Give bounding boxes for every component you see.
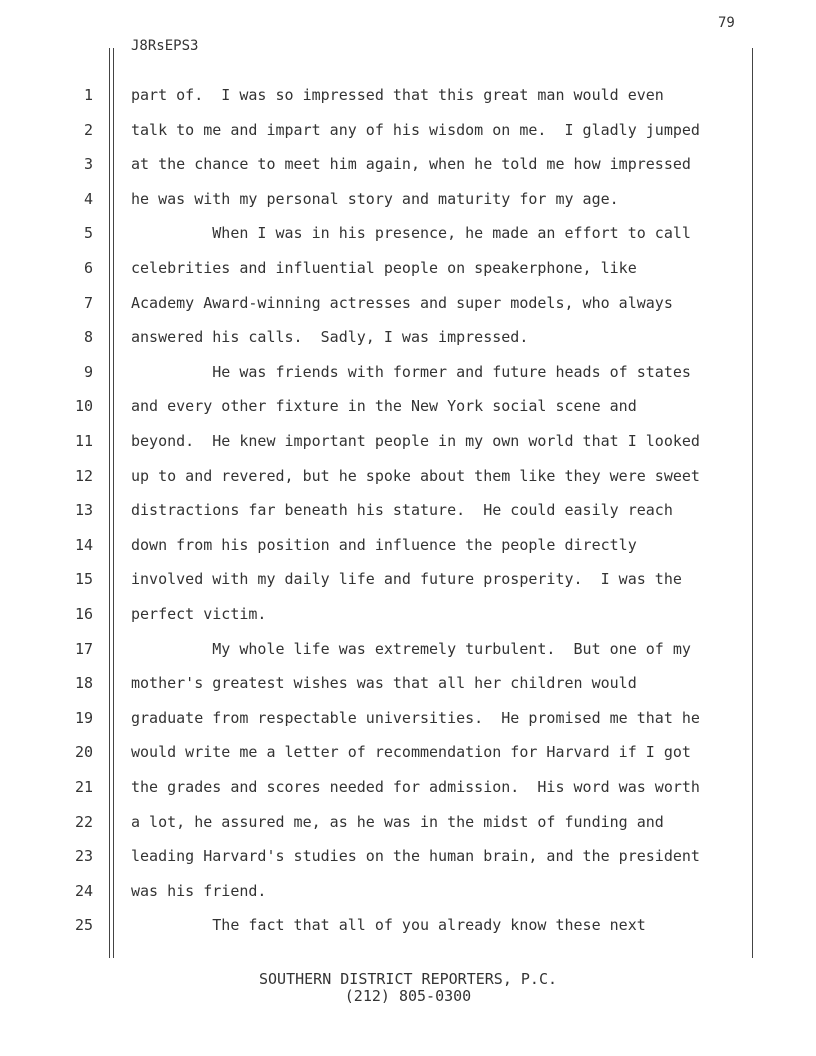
transcript-line: perfect victim.	[131, 605, 267, 623]
line-number: 22	[74, 813, 93, 831]
line-number: 19	[74, 709, 93, 727]
line-number: 7	[83, 294, 93, 312]
case-id: J8RsEPS3	[131, 38, 199, 54]
transcript-line: mother's greatest wishes was that all her children would	[131, 674, 637, 692]
line-number: 14	[74, 536, 93, 554]
transcript-line: up to and revered, but he spoke about them like they were sweet	[131, 467, 700, 485]
line-number: 4	[83, 190, 93, 208]
transcript-line: involved with my daily life and future prosperity. I was the	[131, 570, 682, 588]
transcript-line: at the chance to meet him again, when he told me how impressed	[131, 155, 691, 173]
line-number: 6	[83, 259, 93, 277]
transcript-line: He was friends with former and future heads of states	[131, 363, 691, 381]
transcript-line: down from his position and influence the people directly	[131, 536, 637, 554]
line-number: 11	[74, 432, 93, 450]
line-number: 15	[74, 570, 93, 588]
transcript-line: celebrities and influential people on speakerphone, like	[131, 259, 637, 277]
transcript-line: answered his calls. Sadly, I was impressed.	[131, 328, 529, 346]
line-number: 23	[74, 847, 93, 865]
transcript-line: was his friend.	[131, 882, 267, 900]
line-number: 16	[74, 605, 93, 623]
line-number: 13	[74, 501, 93, 519]
transcript-line: graduate from respectable universities. He promised me that he	[131, 709, 700, 727]
transcript-line: leading Harvard's studies on the human brain, and the president	[131, 847, 700, 865]
transcript-line: beyond. He knew important people in my own world that I looked	[131, 432, 700, 450]
footer-reporter: SOUTHERN DISTRICT REPORTERS, P.C.	[258, 970, 557, 988]
line-number: 25	[74, 916, 93, 934]
line-number: 18	[74, 674, 93, 692]
line-number: 17	[74, 640, 93, 658]
page-number: 79	[718, 15, 735, 31]
transcript-line: When I was in his presence, he made an effort to call	[131, 224, 691, 242]
line-number: 9	[83, 363, 93, 381]
footer-phone: (212) 805-0300	[344, 987, 472, 1005]
transcript-line: and every other fixture in the New York social scene and	[131, 397, 637, 415]
line-number: 3	[83, 155, 93, 173]
transcript-line: Academy Award-winning actresses and super models, who always	[131, 294, 673, 312]
line-number: 20	[74, 743, 93, 761]
left-margin-rule-outer	[109, 48, 110, 958]
transcript-line: a lot, he assured me, as he was in the midst of funding and	[131, 813, 664, 831]
line-number: 12	[74, 467, 93, 485]
left-margin-rule-inner	[113, 48, 114, 958]
transcript-line: part of. I was so impressed that this great man would even	[131, 86, 664, 104]
transcript-line: the grades and scores needed for admission. His word was worth	[131, 778, 700, 796]
line-number: 5	[83, 224, 93, 242]
line-number: 1	[83, 86, 93, 104]
transcript-line: he was with my personal story and maturity for my age.	[131, 190, 619, 208]
line-number: 8	[83, 328, 93, 346]
line-number: 10	[74, 397, 93, 415]
transcript-line: The fact that all of you already know these next	[131, 916, 646, 934]
transcript-line: would write me a letter of recommendation for Harvard if I got	[131, 743, 691, 761]
transcript-line: talk to me and impart any of his wisdom on me. I gladly jumped	[131, 121, 700, 139]
line-number: 21	[74, 778, 93, 796]
transcript-line: distractions far beneath his stature. He could easily reach	[131, 501, 673, 519]
right-margin-rule	[752, 48, 753, 958]
transcript-line: My whole life was extremely turbulent. But one of my	[131, 640, 691, 658]
line-number: 2	[83, 121, 93, 139]
line-number: 24	[74, 882, 93, 900]
